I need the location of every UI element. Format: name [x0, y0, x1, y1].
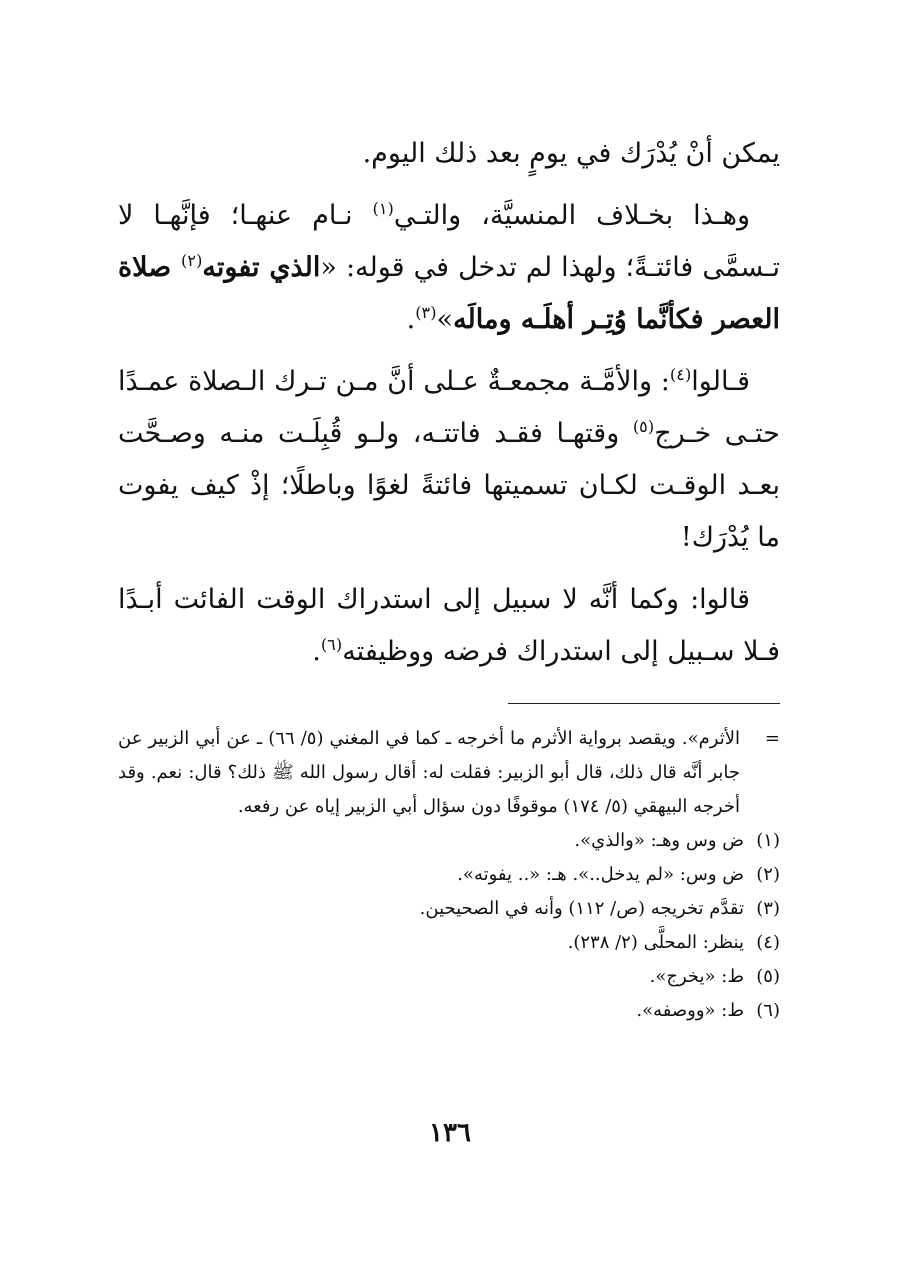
footnote-ref-3[interactable]: (٣): [415, 303, 437, 322]
continuation-marker: =: [764, 728, 780, 749]
footnote-text: ط: «يخرج».: [649, 966, 744, 987]
footnote-4: [118, 926, 780, 960]
footnote-number: (٣): [756, 898, 780, 919]
paragraph-3: قـالوا$^{(٤)}$: والأمَّـة مجمعـةٌ عـلى أنَّ مـن تـرك الـصلاة عمـدًا حتـى خـرج$^{(٥)}$ وقتهـا فقـد فاتتـه، ولـو قُبِلَـت منـه وصـحَّت بعـد الوقـت لكـان تسميتها فائتةً لغوًا وباطلًا؛ إذْ كيف يفوت ما يُدْرَك!: [118, 365, 780, 553]
footnote-number: (٢): [756, 864, 780, 885]
footnote-5: [118, 960, 780, 994]
paragraph-2: وهـذا بخـلاف المنسيَّة، والتـي$^{(١)}$ نـام عنهـا؛ فإنَّهـا لا تـسمَّى فائتـةً؛ ولهذا لم تدخل في قوله: «الذي تفوته$^{(٢)}$ صلاة العصر فكأنَّما وُتِـر أهلَـه ومالَه»$^{(٣)}$.: [118, 199, 780, 335]
footnote-ref-6[interactable]: (٦): [320, 635, 343, 654]
footnotes: [118, 722, 780, 1028]
footnote-text: ينظر: المحلَّى (٢/ ٢٣٨).: [567, 932, 744, 953]
footnote-6: [118, 994, 780, 1028]
footnote-text: ض وس: «لم يدخل..». هـ: «.. يفوته».: [457, 864, 744, 885]
footnote-2: [118, 858, 780, 892]
footnote-separator: [508, 703, 780, 704]
footnote-number: (٤): [756, 932, 780, 953]
page-number: ١٣٦: [429, 1118, 471, 1148]
footnote-ref-1[interactable]: (١): [372, 199, 394, 218]
hadith-quote-part-1: الذي تفوته: [202, 252, 321, 283]
footnote-ref-4[interactable]: (٤): [669, 365, 692, 384]
footnote-ref-2[interactable]: (٢): [181, 251, 203, 270]
footnote-number: (١): [756, 830, 780, 851]
paragraph-4: قالوا: وكما أنَّه لا سبيل إلى استدراك الوقت الفائت أبـدًا فـلا سـبيل إلى استدراك فرضه ووظيفته$^{(٦)}$.: [118, 584, 780, 667]
continuation-text: الأثرم». ويقصد برواية الأثرم ما أخرجه ـ كما في المغني (٥/ ٦٦) ـ عن أبي الزبير عن جابر أنَّه قال ذلك، قال أبو الزبير: فقلت له: أقال رسول الله ﷺ ذلك؟ قال: نعم. وقد أخرجه البيهقي (٥/ ١٧٤) موقوفًا دون سؤال أبي الزبير إياه عن رفعه.: [118, 728, 741, 817]
main-text: [118, 128, 780, 688]
footnote-text: تقدَّم تخريجه (ص/ ١١٢) وأنه في الصحيحين.: [419, 898, 744, 919]
footnote-text: ض وس وهـ: «والذي».: [574, 830, 744, 851]
footnote-text: ط: «ووصفه».: [636, 1000, 744, 1021]
footnote-ref-5[interactable]: (٥): [632, 417, 655, 436]
hadith-quote-part-2: صلاة العصر فكأنَّما وُتِـر أهلَـه ومالَه: [118, 252, 780, 335]
footnote-1: [118, 824, 780, 858]
paragraph-1: يمكن أنْ يُدْرَك في يومٍ بعد ذلك اليوم.: [362, 138, 780, 169]
footnote-3: [118, 892, 780, 926]
footnote-number: (٥): [756, 966, 780, 987]
footnote-continuation: [118, 722, 780, 824]
footnote-number: (٦): [756, 1000, 780, 1021]
